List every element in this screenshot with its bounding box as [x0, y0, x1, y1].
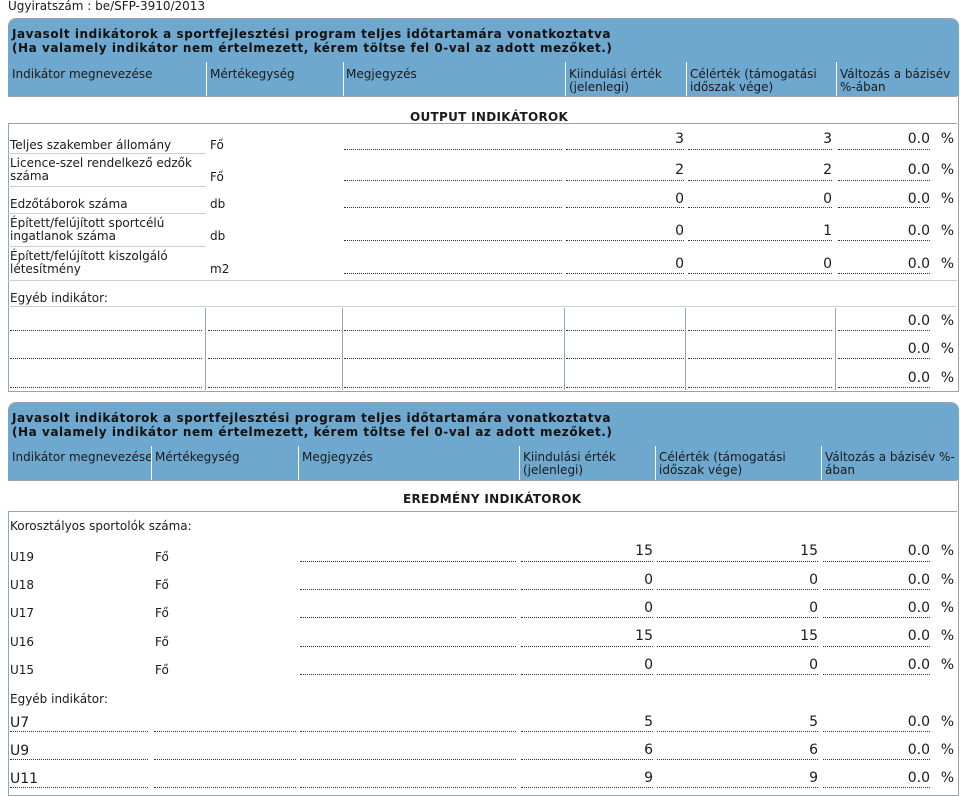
other-unit-field[interactable]	[208, 330, 340, 331]
target-value-field[interactable]	[688, 273, 832, 274]
target-value: 0	[823, 256, 832, 272]
indicator-unit: db	[210, 229, 226, 243]
row-divider	[8, 306, 957, 307]
row-divider	[8, 246, 206, 247]
target-value: 5	[809, 714, 818, 730]
base-value-field[interactable]	[521, 646, 653, 647]
indicator-name: Licence-szel rendelkező edzők száma	[10, 156, 192, 183]
target-value-field[interactable]	[688, 207, 832, 208]
other-indicator-label: Egyéb indikátor:	[10, 692, 108, 706]
change-value-field	[823, 589, 930, 590]
percent-sign: %	[940, 341, 954, 357]
indicator-name: Épített/felújított kiszolgáló létesítmény	[10, 249, 168, 276]
target-value-field[interactable]	[657, 787, 818, 788]
target-value-field[interactable]	[688, 149, 832, 150]
base-value: 0	[675, 223, 684, 239]
base-value: 5	[644, 714, 653, 730]
note-field[interactable]	[344, 387, 562, 388]
other-name-field[interactable]	[10, 358, 202, 359]
indicator-name: Épített/felújított sportcélú ingatlanok száma	[10, 216, 165, 243]
change-value-field	[823, 731, 930, 732]
change-value: 0.0	[907, 370, 930, 386]
base-value: 0	[644, 657, 653, 673]
target-value-field[interactable]	[657, 646, 818, 647]
col-header-target: Célérték (támogatási időszak vége)	[690, 67, 817, 94]
note-field[interactable]	[300, 731, 516, 732]
note-field[interactable]	[300, 787, 516, 788]
base-value: 0	[675, 191, 684, 207]
base-value: 0	[644, 600, 653, 616]
row-divider	[8, 186, 206, 187]
indicator-unit: Fő	[155, 635, 169, 649]
base-value-field[interactable]	[521, 589, 653, 590]
percent-sign: %	[940, 572, 954, 588]
target-value-field[interactable]	[657, 731, 818, 732]
target-value-field[interactable]	[688, 240, 832, 241]
other-indicator-label: Egyéb indikátor:	[10, 291, 108, 305]
base-value: 3	[675, 131, 684, 147]
col-header-name: Indikátor megnevezése	[12, 67, 153, 81]
change-value-field	[823, 787, 930, 788]
other-name: U7	[10, 715, 30, 731]
note-field[interactable]	[344, 149, 562, 150]
target-value: 0	[809, 600, 818, 616]
target-value-field[interactable]	[657, 759, 818, 760]
base-value-field[interactable]	[521, 787, 653, 788]
note-field[interactable]	[300, 674, 516, 675]
panel2-title-line2: (Ha valamely indikátor nem értelmezett, kérem töltse fel 0-val az adott mezőket.)	[12, 425, 613, 439]
panel1-title-line2: (Ha valamely indikátor nem értelmezett, kérem töltse fel 0-val az adott mezőket.)	[12, 41, 613, 55]
base-value-field[interactable]	[566, 358, 684, 359]
change-value: 0.0	[907, 742, 930, 758]
indicator-unit: db	[210, 197, 226, 211]
percent-sign: %	[940, 162, 954, 178]
other-unit-field[interactable]	[154, 759, 296, 760]
indicator-name: U17	[10, 606, 35, 620]
percent-sign: %	[940, 657, 954, 673]
note-field[interactable]	[344, 330, 562, 331]
change-value-field	[838, 240, 930, 241]
percent-sign: %	[940, 742, 954, 758]
target-value: 1	[823, 223, 832, 239]
document-id: Ügyiratszám : be/SFP-3910/2013	[8, 0, 206, 13]
col-separator	[836, 62, 837, 96]
change-value: 0.0	[907, 162, 930, 178]
col-header-unit: Mértékegység	[155, 450, 240, 464]
change-value: 0.0	[907, 131, 930, 147]
percent-sign: %	[940, 223, 954, 239]
note-field[interactable]	[344, 240, 562, 241]
column-tick	[205, 308, 206, 390]
indicator-name: U16	[10, 635, 35, 649]
target-value-field[interactable]	[688, 387, 832, 388]
change-value: 0.0	[907, 313, 930, 329]
indicator-unit: Fő	[155, 606, 169, 620]
base-value-field[interactable]	[566, 387, 684, 388]
note-field[interactable]	[300, 589, 516, 590]
base-value: 6	[644, 742, 653, 758]
target-value: 15	[800, 543, 818, 559]
base-value: 9	[644, 770, 653, 786]
change-value-field	[838, 387, 930, 388]
note-field[interactable]	[300, 617, 516, 618]
indicator-name: U18	[10, 578, 35, 592]
target-value: 0	[809, 657, 818, 673]
indicator-unit: Fő	[155, 663, 169, 677]
base-value: 15	[635, 628, 653, 644]
change-value-field	[838, 273, 930, 274]
col-separator	[686, 62, 687, 96]
row-divider	[8, 280, 957, 281]
percent-sign: %	[940, 628, 954, 644]
change-value-field	[838, 358, 930, 359]
indicator-unit: Fő	[210, 170, 224, 184]
base-value-field[interactable]	[566, 207, 684, 208]
other-unit-field[interactable]	[154, 787, 296, 788]
target-value-field[interactable]	[657, 561, 818, 562]
note-field[interactable]	[344, 180, 562, 181]
percent-sign: %	[940, 191, 954, 207]
note-field[interactable]	[344, 207, 562, 208]
target-value-field[interactable]	[688, 358, 832, 359]
section-title-result: EREDMÉNY INDIKÁTOROK	[403, 492, 582, 506]
change-value-field	[838, 207, 930, 208]
other-name-field[interactable]	[10, 731, 148, 732]
col-header-note: Megjegyzés	[346, 67, 417, 81]
change-value: 0.0	[907, 600, 930, 616]
target-value: 15	[800, 628, 818, 644]
indicator-name: Teljes szakember állomány	[10, 138, 172, 152]
change-value-field	[838, 149, 930, 150]
other-name-field[interactable]	[10, 387, 202, 388]
percent-sign: %	[940, 313, 954, 329]
row-divider	[8, 153, 206, 154]
percent-sign: %	[940, 256, 954, 272]
change-value-field	[823, 646, 930, 647]
col-header-note: Megjegyzés	[302, 450, 373, 464]
indicator-unit: m2	[210, 262, 230, 276]
target-value-field[interactable]	[657, 674, 818, 675]
col-header-base: Kiindulási érték (jelenlegi)	[523, 450, 616, 477]
target-value-field[interactable]	[657, 617, 818, 618]
base-value-field[interactable]	[566, 149, 684, 150]
base-value-field[interactable]	[566, 330, 684, 331]
col-separator	[206, 62, 207, 96]
target-value-field[interactable]	[688, 330, 832, 331]
target-value: 2	[823, 162, 832, 178]
col-header-name: Indikátor megnevezése	[12, 450, 153, 464]
column-tick	[564, 308, 565, 390]
indicator-name: Edzőtáborok száma	[10, 197, 128, 211]
target-value: 9	[809, 770, 818, 786]
other-unit-field[interactable]	[208, 387, 340, 388]
column-tick	[685, 308, 686, 390]
indicator-unit: Fő	[155, 578, 169, 592]
base-value-field[interactable]	[566, 180, 684, 181]
change-value: 0.0	[907, 714, 930, 730]
target-value: 3	[823, 131, 832, 147]
other-name-field[interactable]	[10, 787, 148, 788]
change-value: 0.0	[907, 223, 930, 239]
column-tick	[342, 308, 343, 390]
change-value-field	[823, 617, 930, 618]
note-field[interactable]	[344, 358, 562, 359]
change-value: 0.0	[907, 341, 930, 357]
section-title-output: OUTPUT INDIKÁTOROK	[410, 110, 569, 124]
change-value: 0.0	[907, 657, 930, 673]
base-value-field[interactable]	[521, 731, 653, 732]
percent-sign: %	[940, 770, 954, 786]
base-value: 15	[635, 543, 653, 559]
percent-sign: %	[940, 131, 954, 147]
base-value: 2	[675, 162, 684, 178]
change-value: 0.0	[907, 543, 930, 559]
percent-sign: %	[940, 600, 954, 616]
col-header-change: Változás a bázisév %-ában	[840, 67, 951, 94]
change-value: 0.0	[907, 770, 930, 786]
other-name: U11	[10, 771, 39, 787]
col-separator	[343, 62, 344, 96]
target-value: 0	[823, 191, 832, 207]
other-unit-field[interactable]	[208, 358, 340, 359]
target-value: 6	[809, 742, 818, 758]
col-separator	[298, 446, 299, 480]
panel2-title-line1: Javasolt indikátorok a sportfejlesztési program teljes időtartamára vonatkoztatva	[12, 411, 611, 425]
col-separator	[655, 446, 656, 480]
target-value: 0	[809, 572, 818, 588]
change-value-field	[823, 759, 930, 760]
base-value-field[interactable]	[521, 561, 653, 562]
other-name: U9	[10, 743, 30, 759]
group-label: Korosztályos sportolók száma:	[10, 519, 192, 533]
note-field[interactable]	[300, 561, 516, 562]
change-value: 0.0	[907, 572, 930, 588]
change-value: 0.0	[907, 628, 930, 644]
panel1-title-line1: Javasolt indikátorok a sportfejlesztési program teljes időtartamára vonatkoztatva	[12, 27, 611, 41]
note-field[interactable]	[344, 273, 562, 274]
indicator-unit: Fő	[155, 550, 169, 564]
col-separator	[519, 446, 520, 480]
row-divider	[8, 213, 206, 214]
change-value: 0.0	[907, 256, 930, 272]
change-value-field	[823, 561, 930, 562]
change-value-field	[838, 330, 930, 331]
percent-sign: %	[940, 370, 954, 386]
other-name-field[interactable]	[10, 330, 202, 331]
other-name-field[interactable]	[10, 759, 148, 760]
base-value-field[interactable]	[566, 273, 684, 274]
indicator-name: U15	[10, 663, 35, 677]
indicator-name: U19	[10, 550, 35, 564]
col-header-base: Kiindulási érték (jelenlegi)	[569, 67, 662, 94]
percent-sign: %	[940, 714, 954, 730]
change-value-field	[838, 180, 930, 181]
col-header-change: Változás a bázisév %-ában	[825, 450, 955, 477]
other-unit-field[interactable]	[154, 731, 296, 732]
target-value-field[interactable]	[657, 589, 818, 590]
base-value-field[interactable]	[521, 617, 653, 618]
note-field[interactable]	[300, 759, 516, 760]
base-value-field[interactable]	[521, 759, 653, 760]
target-value-field[interactable]	[688, 180, 832, 181]
base-value: 0	[644, 572, 653, 588]
col-header-unit: Mértékegység	[210, 67, 295, 81]
base-value: 0	[675, 256, 684, 272]
indicator-unit: Fő	[210, 138, 224, 152]
col-separator	[151, 446, 152, 480]
base-value-field[interactable]	[521, 674, 653, 675]
base-value-field[interactable]	[566, 240, 684, 241]
col-separator	[565, 62, 566, 96]
col-separator	[821, 446, 822, 480]
percent-sign: %	[940, 543, 954, 559]
change-value-field	[823, 674, 930, 675]
change-value: 0.0	[907, 191, 930, 207]
col-header-target: Célérték (támogatási időszak vége)	[659, 450, 786, 477]
column-tick	[835, 308, 836, 390]
note-field[interactable]	[300, 646, 516, 647]
